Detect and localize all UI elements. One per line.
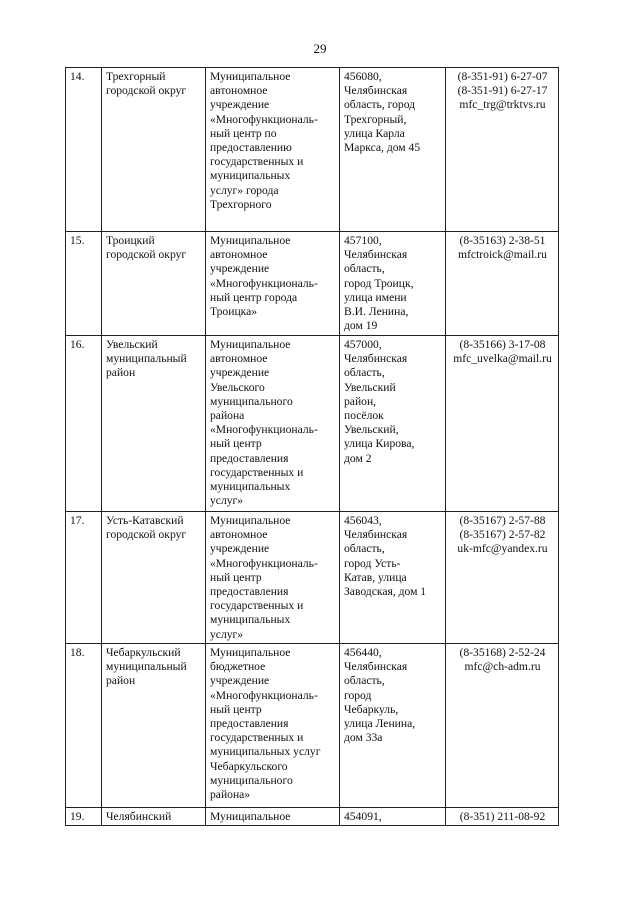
organization-cell: Муниципальное бюджетное учреждение «Многофункциональ- ный центр предоставления государственных и муниципальных услуг Чебаркульского муниципального района» — [206, 644, 340, 808]
organization-cell: Муниципальное автономное учреждение «Многофункциональ- ный центр города Троицка» — [206, 232, 340, 336]
organization-cell: Муниципальное автономное учреждение «Многофункциональ- ный центр предоставления государственных и муниципальных услуг» — [206, 512, 340, 644]
municipality-cell: Чебаркульский муниципальный район — [102, 644, 206, 808]
address-cell: 456440, Челябинская область, город Чебаркуль, улица Ленина, дом 33а — [340, 644, 446, 808]
table-row — [66, 808, 559, 826]
organization-cell: Муниципальное автономное учреждение Увельского муниципального района «Многофункциональ- ный центр предоставления государственных и муниципальных услуг» — [206, 336, 340, 512]
table-row — [66, 68, 559, 232]
contacts-cell: (8-351-91) 6-27-07 (8-351-91) 6-27-17 mfc_trg@trktvs.ru — [446, 68, 559, 232]
row-number-cell: 19. — [66, 808, 102, 826]
municipality-cell: Увельский муниципальный район — [102, 336, 206, 512]
municipality-cell: Трехгорный городской округ — [102, 68, 206, 232]
table-row — [66, 512, 559, 644]
row-number-cell: 16. — [66, 336, 102, 512]
municipality-cell: Усть-Катавский городской округ — [102, 512, 206, 644]
page-number: 29 — [313, 41, 327, 56]
table-row — [66, 232, 559, 336]
contacts-cell: (8-35168) 2-52-24 mfc@ch-adm.ru — [446, 644, 559, 808]
table-row — [66, 336, 559, 512]
contacts-cell: (8-351) 211-08-92 — [446, 808, 559, 826]
mfc-registry-table — [65, 67, 559, 826]
address-cell: 457100, Челябинская область, город Троицк, улица имени В.И. Ленина, дом 19 — [340, 232, 446, 336]
organization-cell: Муниципальное автономное учреждение «Многофункциональ- ный центр по предоставлению государственных и муниципальных услуг» города Трехгорного — [206, 68, 340, 232]
row-number-cell: 17. — [66, 512, 102, 644]
municipality-cell: Троицкий городской округ — [102, 232, 206, 336]
row-number-cell: 15. — [66, 232, 102, 336]
organization-cell: Муниципальное — [206, 808, 340, 826]
address-cell: 454091, — [340, 808, 446, 826]
contacts-cell: (8-35167) 2-57-88 (8-35167) 2-57-82 uk-mfc@yandex.ru — [446, 512, 559, 644]
address-cell: 456080, Челябинская область, город Трехгорный, улица Карла Маркса, дом 45 — [340, 68, 446, 232]
contacts-cell: (8-35163) 2-38-51 mfctroick@mail.ru — [446, 232, 559, 336]
address-cell: 457000, Челябинская область, Увельский район, посёлок Увельский, улица Кирова, дом 2 — [340, 336, 446, 512]
contacts-cell: (8-35166) 3-17-08 mfc_uvelka@mail.ru — [446, 336, 559, 512]
row-number-cell: 18. — [66, 644, 102, 808]
municipality-cell: Челябинский — [102, 808, 206, 826]
address-cell: 456043, Челябинская область, город Усть- Катав, улица Заводская, дом 1 — [340, 512, 446, 644]
table-row — [66, 644, 559, 808]
row-number-cell: 14. — [66, 68, 102, 232]
